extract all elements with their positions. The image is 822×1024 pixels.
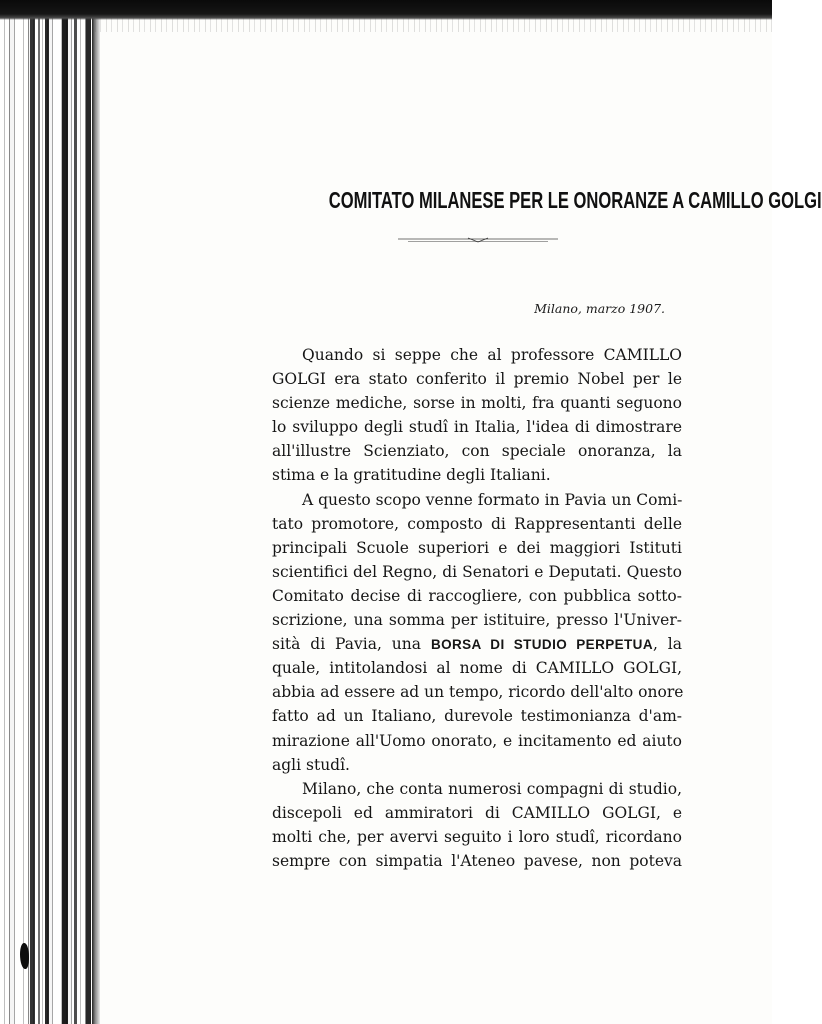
text-fragment: sità di Pavia, una (272, 635, 422, 654)
text-line: scientifici del Regno, di Senatori e Deputati. Questo (272, 562, 682, 581)
text-line-emphasis (272, 632, 682, 656)
text-line: molti che, per avervi seguito i loro studî, ricordano (272, 827, 682, 846)
text-line: Quando si seppe che al professore CAMILLO (302, 346, 682, 364)
spine-shadow (30, 0, 35, 1024)
text-line: scienze mediche, sorse in molti, fra quanti seguono (272, 394, 682, 413)
text-line: GOLGI era stato conferito il premio Nobel per le (272, 370, 682, 389)
text-line: quale, intitolandosi al nome di CAMILLO GOLGI, (272, 659, 682, 678)
spine-shadow (86, 0, 91, 1024)
text-line: fatto ad un Italiano, durevole testimonianza d'am- (272, 707, 682, 726)
page-edge (92, 0, 100, 1024)
scholarship-emphasis: BORSA DI STUDIO PERPETUA (430, 637, 653, 653)
text-line: abbia ad essere ad un tempo, ricordo dell'alto onore (272, 683, 684, 702)
text-line: all'illustre Scienziato, con speciale onoranza, la (272, 442, 682, 461)
text-line: A questo scopo venne formato in Pavia un Comi- (302, 490, 683, 509)
title-ornament-rule (398, 237, 558, 243)
text-line: stima e la gratitudine degli Italiani. (272, 466, 551, 485)
text-line: Milano, che conta numerosi compagni di studio, (302, 779, 682, 798)
text-line: mirazione all'Uomo onorato, e incitamento ed aiuto (272, 731, 682, 750)
top-scan-noise (95, 18, 772, 32)
spine-shadow (62, 0, 68, 1024)
spine-shadow (38, 0, 40, 1024)
top-scan-border (0, 0, 772, 20)
text-fragment: , la (652, 635, 682, 654)
spine-shadow (45, 0, 49, 1024)
text-line: agli studî. (272, 755, 350, 774)
body-text (272, 343, 682, 873)
page-title: COMITATO MILANESE PER LE ONORANZE A CAMILLO GOLGI (328, 187, 822, 213)
text-line: tato promotore, composto di Rappresentanti delle (272, 514, 682, 533)
text-line: discepoli ed ammiratori di CAMILLO GOLGI, e (272, 803, 682, 822)
text-line: principali Scuole superiori e dei maggiori Istituti (272, 538, 682, 557)
dateline: Milano, marzo 1907. (534, 301, 665, 316)
text-line: lo sviluppo degli studî in Italia, l'idea di dimostrare (272, 418, 682, 437)
text-line: Comitato decise di raccogliere, con pubblica sotto- (272, 586, 682, 605)
ink-blot (20, 943, 29, 969)
book-spine (0, 0, 100, 1024)
text-line: sempre con simpatia l'Ateneo pavese, non poteva (272, 851, 682, 870)
text-line: scrizione, una somma per istituire, presso l'Univer- (272, 611, 682, 630)
spine-shadow (74, 0, 77, 1024)
